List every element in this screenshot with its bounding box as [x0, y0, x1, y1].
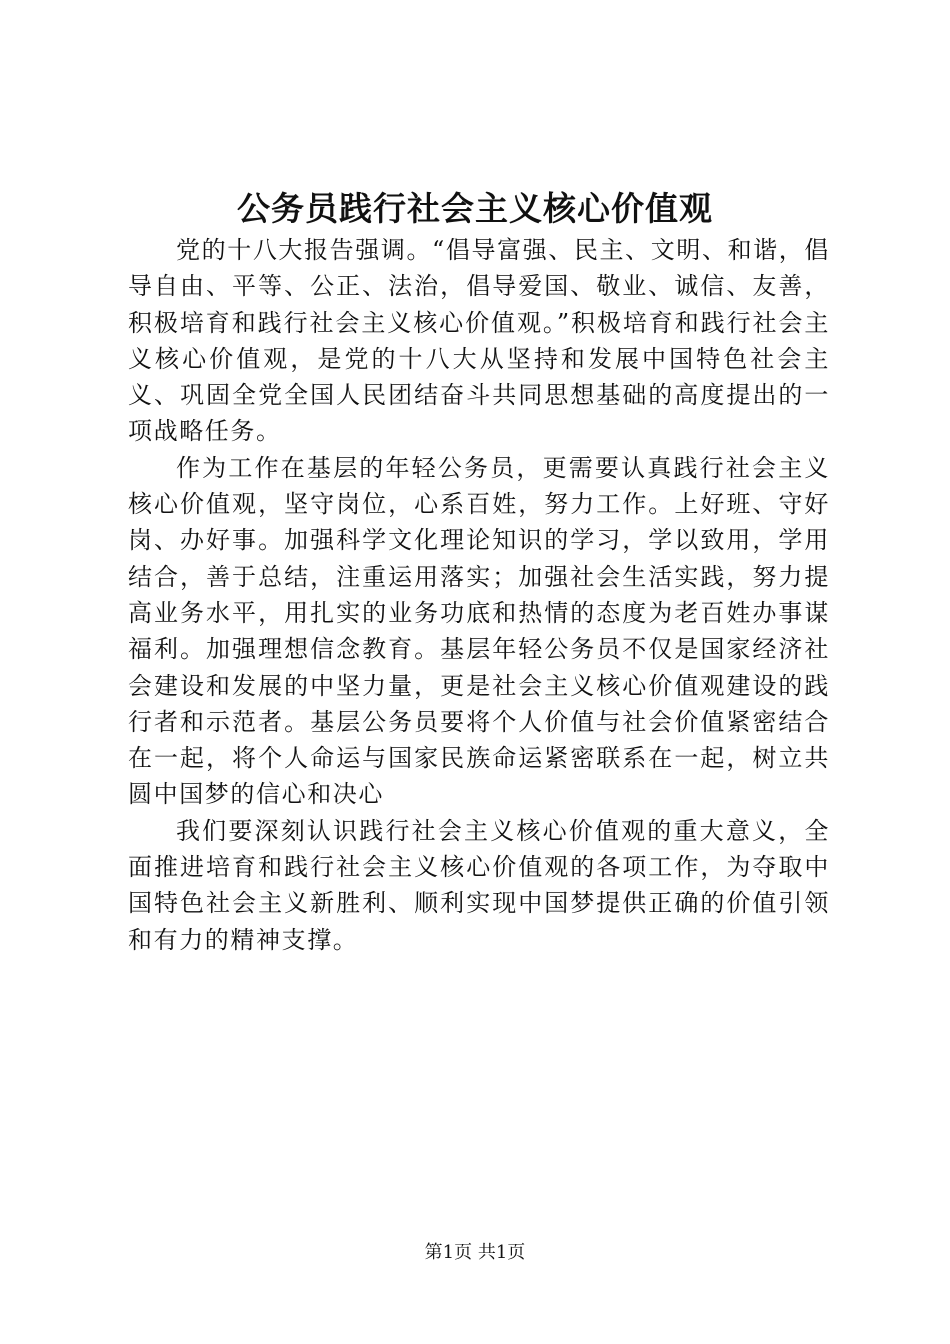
document-title: 公务员践行社会主义核心价值观 [237, 189, 713, 228]
paragraph-2: 作为工作在基层的年轻公务员，更需要认真践行社会主义核心价值观，坚守岗位，心系百姓，努力工作。上好班、守好岗、办好事。加强科学文化理论知识的学习，学以致用，学用结合，善于总结，注重运用落实；加强社会生活实践，努力提高业务水平，用扎实的业务功底和热情的态度为老百姓办事谋福利。加强理想信念教育。基层年轻公务员不仅是国家经济社会建设和发展的中坚力量，更是社会主义核心价值观建设的践行者和示范者。基层公务员要将个人价值与社会价值紧密结合在一起，将个人命运与国家民族命运紧密联系在一起，树立共圆中国梦的信心和决心 [128, 453, 830, 809]
page-footer: 第1页 共1页 [424, 1242, 526, 1263]
document-body [128, 232, 830, 958]
paragraph-3: 我们要深刻认识践行社会主义核心价值观的重大意义，全面推进培育和践行社会主义核心价值观的各项工作，为夺取中国特色社会主义新胜利、顺利实现中国梦提供正确的价值引领和有力的精神支撑。 [128, 816, 830, 954]
paragraph-1: 党的十八大报告强调。“倡导富强、民主、文明、和谐，倡导自由、平等、公正、法治，倡导爱国、敬业、诚信、友善，积极培育和践行社会主义核心价值观。”积极培育和践行社会主义核心价值观，是党的十八大从坚持和发展中国特色社会主义、巩固全党全国人民团结奋斗共同思想基础的高度提出的一项战略任务。 [128, 236, 830, 446]
